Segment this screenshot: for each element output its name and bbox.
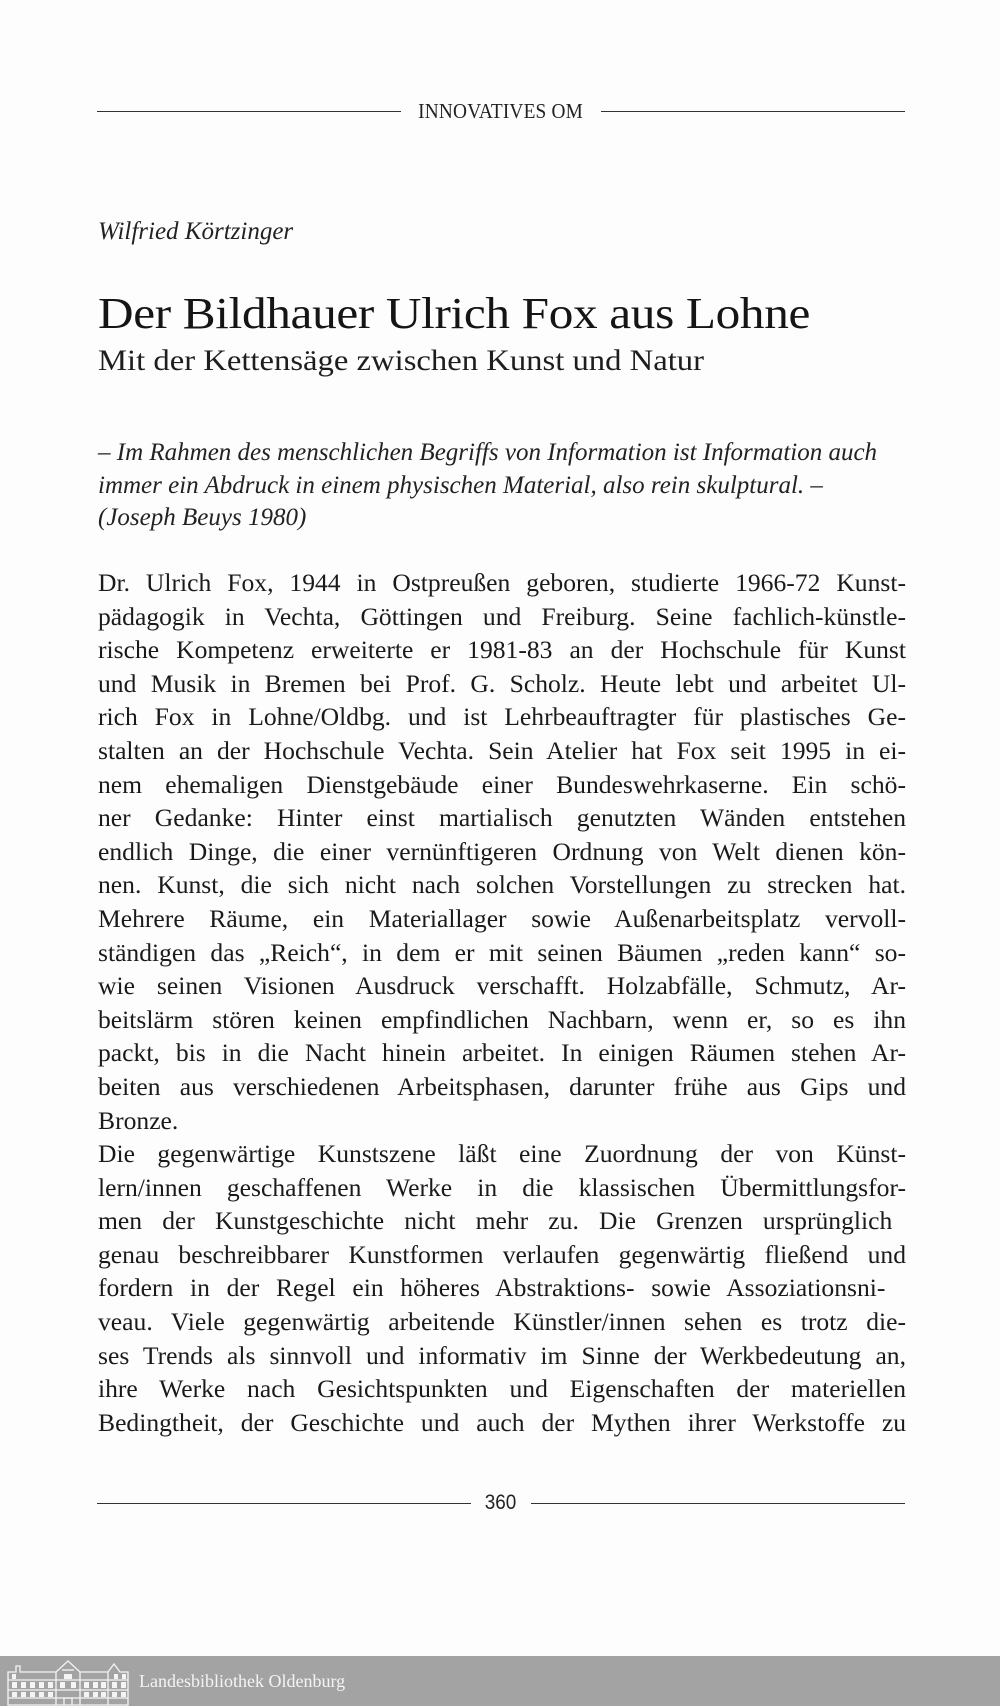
library-building-icon [6, 1658, 131, 1706]
body-line: Dr. Ulrich Fox, 1944 in Ostpreußen geboren, studierte 1966-72 Kunst- [98, 568, 906, 597]
body-line: nen. Kunst, die sich nicht nach solchen Vorstellungen zu strecken hat. [98, 870, 906, 900]
body-line: Mehrere Räume, ein Materiallager sowie Außenarbeitsplatz vervoll- [98, 903, 906, 933]
running-head-label: INNOVATIVES OM [418, 98, 584, 123]
epigraph-line: – Im Rahmen des menschlichen Begriffs von Information ist Information auch [98, 439, 878, 466]
body-line: stalten an der Hochschule Vechta. Sein Atelier hat Fox seit 1995 in ei- [98, 735, 906, 765]
body-line: beitslärm stören keinen empfindlichen Nachbarn, wenn er, so es ihn [98, 1004, 906, 1034]
body-line: pädagogik in Vechta, Göttingen und Freiburg. Seine fachlich-künstle- [98, 601, 906, 631]
body-line: fordern in der Regel ein höheres Abstraktions- sowie Assoziationsni- [98, 1273, 886, 1303]
body-text [98, 566, 906, 1439]
running-head [97, 96, 905, 126]
article-subtitle: Mit der Kettensäge zwischen Kunst und Natur [98, 345, 704, 377]
folio-rule-left [97, 1503, 471, 1504]
body-line: ses Trends als sinnvoll und informativ im Sinne der Werkbedeutung an, [98, 1340, 906, 1370]
library-name: Landesbibliothek Oldenburg [139, 1670, 346, 1691]
body-line: ständigen das „Reich“, in dem er mit seinen Bäumen „reden kann“ so- [98, 937, 906, 967]
body-line: rich Fox in Lohne/Oldbg. und ist Lehrbeauftragter für plastisches Ge- [98, 702, 906, 732]
page-number: 360 [485, 1491, 517, 1514]
body-line: rische Kompetenz erweiterte er 1981-83 an der Hochschule für Kunst [98, 635, 906, 665]
body-line: Die gegenwärtige Kunstszene läßt eine Zuordnung der von Künst- [98, 1139, 906, 1169]
body-line: endlich Dinge, die einer vernünftigeren Ordnung von Welt dienen kön- [98, 836, 906, 866]
body-line: packt, bis in die Nacht hinein arbeitet. In einigen Räumen stehen Ar- [98, 1038, 906, 1068]
body-line: lern/innen geschaffenen Werke in die klassischen Übermittlungsfor- [98, 1172, 906, 1202]
page-footer-folio [97, 1488, 905, 1518]
article-title: Der Bildhauer Ulrich Fox aus Lohne [98, 289, 810, 338]
body-line: veau. Viele gegenwärtig arbeitende Künstler/innen sehen es trotz die- [98, 1307, 906, 1337]
header-rule-right [601, 111, 905, 112]
epigraph-attribution: (Joseph Beuys 1980) [98, 504, 307, 532]
body-line: Bronze. [98, 1105, 179, 1135]
body-line: Bedingtheit, der Geschichte und auch der Mythen ihrer Werkstoffe zu [98, 1407, 906, 1437]
library-footer-bar [0, 1656, 1000, 1706]
epigraph-line: immer ein Abdruck in einem physischen Material, also rein skulptural. – [98, 471, 823, 499]
author-name: Wilfried Körtzinger [98, 218, 294, 245]
body-line: und Musik in Bremen bei Prof. G. Scholz. Heute lebt und arbeitet Ul- [98, 668, 906, 698]
body-line: genau beschreibbarer Kunstformen verlaufen gegenwärtig fließend und [98, 1239, 906, 1269]
body-line: ihre Werke nach Gesichtspunkten und Eigenschaften der materiellen [98, 1374, 906, 1404]
body-line: wie seinen Visionen Ausdruck verschafft. Holzabfälle, Schmutz, Ar- [98, 971, 906, 1001]
epigraph-quote [98, 437, 910, 535]
folio-rule-right [531, 1503, 905, 1504]
body-line: beiten aus verschiedenen Arbeitsphasen, darunter frühe aus Gips und [98, 1071, 906, 1101]
header-rule-left [97, 111, 401, 112]
body-line: men der Kunstgeschichte nicht mehr zu. Die Grenzen ursprünglich [98, 1206, 893, 1236]
body-line: ner Gedanke: Hinter einst martialisch genutzten Wänden entstehen [98, 803, 906, 833]
body-line: nem ehemaligen Dienstgebäude einer Bundeswehrkaserne. Ein schö- [98, 769, 906, 799]
